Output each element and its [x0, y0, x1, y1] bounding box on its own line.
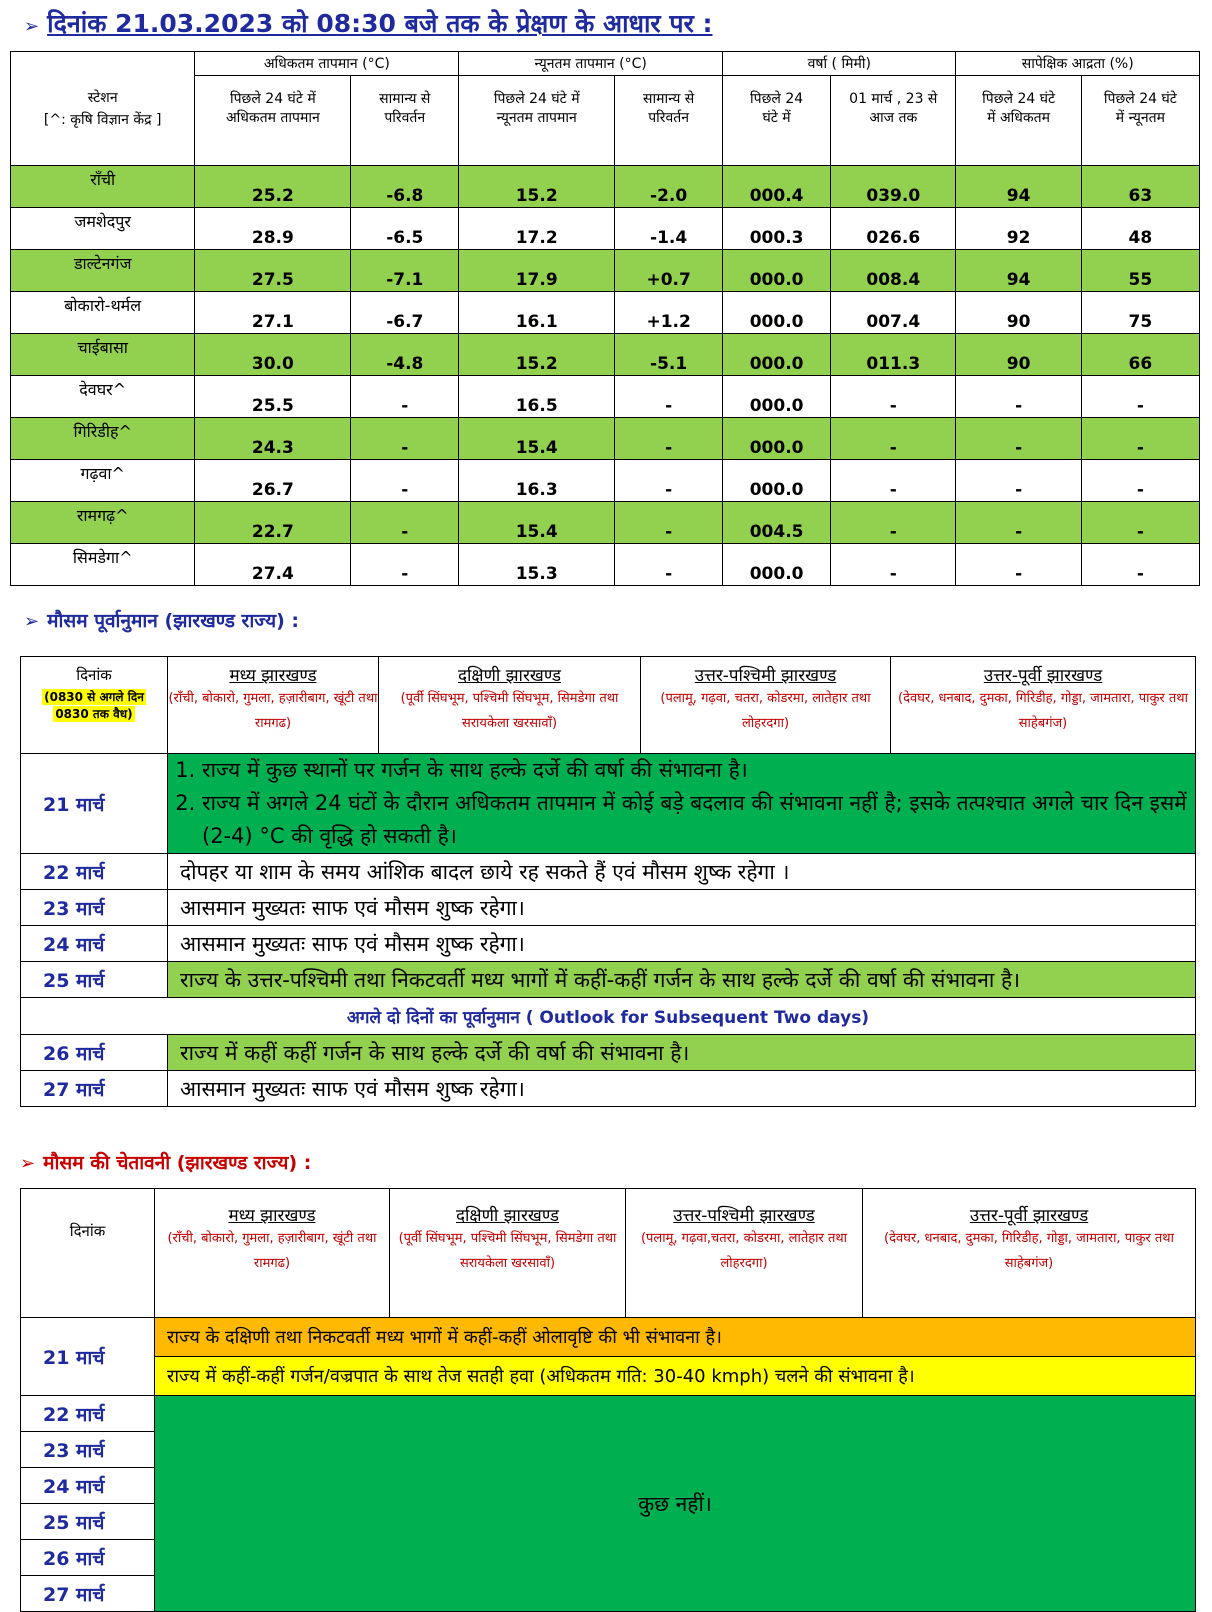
warning-date: 27 मार्च	[21, 1576, 155, 1612]
region-header-northwest: उत्तर-पश्चिमी झारखण्ड (पलामू, गढ़वा, चतरा, कोडरमा, लातेहार तथा लोहरदगा)	[641, 657, 891, 754]
arrow-right-icon: ➢	[24, 611, 40, 632]
station-name: गिरिडीह^	[11, 418, 195, 460]
station-name: सिमडेगा^	[11, 544, 195, 586]
table-cell: 000.0	[723, 376, 831, 418]
table-cell: -6.7	[351, 292, 459, 334]
table-cell: -	[956, 376, 1081, 418]
forecast-text: दोपहर या शाम के समय आंशिक बादल छाये रह सकते हैं एवं मौसम शुष्क रहेगा ।	[168, 854, 1196, 890]
station-name: देवघर^	[11, 376, 195, 418]
group-header: अधिकतम तापमान (°C)	[195, 52, 459, 76]
forecast-date: 26 मार्च	[21, 1035, 168, 1071]
table-cell: 15.2	[459, 334, 615, 376]
table-cell: 004.5	[723, 502, 831, 544]
table-cell: 94	[956, 166, 1081, 208]
table-cell: 15.4	[459, 418, 615, 460]
region-header-northwest: उत्तर-पश्चिमी झारखण्ड (पलामू, गढ़वा,चतरा, कोडरमा, लातेहार तथा लोहरदगा)	[626, 1189, 863, 1318]
forecast-point: 2. राज्य में अगले 24 घंटों के दौरान अधिकतम तापमान में कोई बड़े बदलाव की संभावना नहीं है; इसके तत्पश्चात अगले चार दिन इसमें (2-4) °C की वृद्धि हो सकती है।	[202, 787, 1195, 853]
table-row	[11, 250, 1200, 292]
table-cell: 011.3	[831, 334, 956, 376]
table-cell: 27.4	[195, 544, 351, 586]
table-row	[11, 166, 1200, 208]
warning-date: 22 मार्च	[21, 1396, 155, 1432]
table-cell: 008.4	[831, 250, 956, 292]
table-cell: 22.7	[195, 502, 351, 544]
table-cell: 55	[1081, 250, 1199, 292]
table-cell: -7.1	[351, 250, 459, 292]
table-cell: -	[956, 418, 1081, 460]
table-cell: -2.0	[615, 166, 723, 208]
table-cell: 039.0	[831, 166, 956, 208]
station-name: गढ़वा^	[11, 460, 195, 502]
table-cell: 026.6	[831, 208, 956, 250]
column-header: पिछले 24 घंटे में अधिकतम	[956, 76, 1081, 166]
forecast-title: ➢ मौसम पूर्वानुमान (झारखण्ड राज्य) :	[24, 610, 300, 632]
table-cell: -	[615, 502, 723, 544]
table-cell: -	[351, 544, 459, 586]
table-cell: -	[615, 418, 723, 460]
table-row	[11, 292, 1200, 334]
region-header-northeast: उत्तर-पूर्वी झारखण्ड (देवघर, धनबाद, दुमका, गिरिडीह, गोड्डा, जामतारा, पाकुर तथा साहेबगंज)	[863, 1189, 1196, 1318]
column-header: पिछले 24 घंटे में न्यूनतम	[1081, 76, 1199, 166]
table-cell: +1.2	[615, 292, 723, 334]
column-header: पिछले 24 घंटे में अधिकतम तापमान	[195, 76, 351, 166]
forecast-date: 22 मार्च	[21, 854, 168, 890]
table-cell: -	[831, 544, 956, 586]
table-cell: 000.4	[723, 166, 831, 208]
forecast-text: आसमान मुख्यतः साफ एवं मौसम शुष्क रहेगा।	[168, 1071, 1196, 1107]
table-cell: 48	[1081, 208, 1199, 250]
no-warning-text: कुछ नहीं।	[155, 1396, 1196, 1612]
table-cell: -	[831, 460, 956, 502]
table-cell: 94	[956, 250, 1081, 292]
validity-note: (0830 से अगले दिन	[44, 690, 144, 704]
forecast-date: 24 मार्च	[21, 926, 168, 962]
table-cell: -	[1081, 460, 1199, 502]
forecast-point: 1. राज्य में कुछ स्थानों पर गर्जन के साथ हल्के दर्जे की वर्षा की संभावना है।	[202, 754, 1195, 787]
table-cell: 15.2	[459, 166, 615, 208]
table-cell: 28.9	[195, 208, 351, 250]
table-cell: -1.4	[615, 208, 723, 250]
forecast-text	[168, 754, 1196, 854]
forecast-date: 25 मार्च	[21, 962, 168, 998]
station-name: रामगढ़^	[11, 502, 195, 544]
table-cell: 25.2	[195, 166, 351, 208]
table-cell: 16.5	[459, 376, 615, 418]
table-row	[11, 544, 1200, 586]
table-cell: 26.7	[195, 460, 351, 502]
table-row	[11, 208, 1200, 250]
observation-table	[10, 51, 1200, 586]
table-cell: 007.4	[831, 292, 956, 334]
station-header: स्टेशन [^: कृषि विज्ञान केंद्र ]	[11, 52, 195, 166]
table-cell: 000.0	[723, 418, 831, 460]
table-cell: 75	[1081, 292, 1199, 334]
table-cell: 15.3	[459, 544, 615, 586]
table-cell: 30.0	[195, 334, 351, 376]
table-cell: -4.8	[351, 334, 459, 376]
table-cell: 000.0	[723, 460, 831, 502]
table-cell: -	[351, 376, 459, 418]
table-cell: -	[956, 460, 1081, 502]
warning-date: 25 मार्च	[21, 1504, 155, 1540]
table-cell: -6.8	[351, 166, 459, 208]
table-row	[11, 460, 1200, 502]
table-cell: 66	[1081, 334, 1199, 376]
outlook-label: अगले दो दिनों का पूर्वानुमान ( Outlook for Subsequent Two days)	[21, 998, 1196, 1035]
table-row	[11, 502, 1200, 544]
table-cell: -	[1081, 418, 1199, 460]
table-cell: 16.1	[459, 292, 615, 334]
column-header: पिछले 24 घंटे में न्यूनतम तापमान	[459, 76, 615, 166]
forecast-date: 27 मार्च	[21, 1071, 168, 1107]
table-cell: -	[615, 376, 723, 418]
forecast-text: राज्य के उत्तर-पश्चिमी तथा निकटवर्ती मध्य भागों में कहीं-कहीं गर्जन के साथ हल्के दर्जे की वर्षा की संभावना है।	[168, 962, 1196, 998]
column-header: 01 मार्च , 23 से आज तक	[831, 76, 956, 166]
table-cell: -	[831, 376, 956, 418]
column-header: सामान्य से परिवर्तन	[615, 76, 723, 166]
region-header-south: दक्षिणी झारखण्ड (पूर्वी सिंघभूम, पश्चिमी सिंघभूम, सिमडेगा तथा सरायकेला खरसावाँ)	[379, 657, 641, 754]
station-name: बोकारो-थर्मल	[11, 292, 195, 334]
column-header: पिछले 24 घंटे में	[723, 76, 831, 166]
table-cell: 17.9	[459, 250, 615, 292]
table-cell: -	[351, 460, 459, 502]
table-cell: 90	[956, 334, 1081, 376]
forecast-text: आसमान मुख्यतः साफ एवं मौसम शुष्क रहेगा।	[168, 926, 1196, 962]
table-cell: 000.0	[723, 250, 831, 292]
table-row	[11, 376, 1200, 418]
station-name: जमशेदपुर	[11, 208, 195, 250]
column-header: सामान्य से परिवर्तन	[351, 76, 459, 166]
forecast-date: 21 मार्च	[21, 754, 168, 854]
table-cell: 27.5	[195, 250, 351, 292]
warning-title: ➢ मौसम की चेतावनी (झारखण्ड राज्य) :	[20, 1152, 312, 1174]
table-cell: 90	[956, 292, 1081, 334]
forecast-text: राज्य में कहीं कहीं गर्जन के साथ हल्के दर्जे की वर्षा की संभावना है।	[168, 1035, 1196, 1071]
validity-note: 0830 तक वैध)	[55, 707, 133, 721]
table-cell: -	[615, 544, 723, 586]
region-header-central: मध्य झारखण्ड (राँची, बोकारो, गुमला, हज़ारीबाग, खूंटी तथा रामगढ)	[155, 1189, 390, 1318]
table-cell: -	[1081, 376, 1199, 418]
table-cell: -	[831, 418, 956, 460]
table-cell: 27.1	[195, 292, 351, 334]
table-cell: -	[351, 502, 459, 544]
table-cell: -	[615, 460, 723, 502]
warning-table	[20, 1188, 1196, 1612]
forecast-table	[20, 656, 1196, 1107]
warning-date: 24 मार्च	[21, 1468, 155, 1504]
warning-date: 26 मार्च	[21, 1540, 155, 1576]
table-cell: -	[351, 418, 459, 460]
date-header: दिनांक (0830 से अगले दिन 0830 तक वैध)	[21, 657, 168, 754]
table-cell: -	[956, 502, 1081, 544]
table-cell: 16.3	[459, 460, 615, 502]
thunder-warning: राज्य में कहीं-कहीं गर्जन/वज्रपात के साथ तेज सतही हवा (अधिकतम गति: 30-40 kmph) चलने की संभावना है।	[155, 1357, 1196, 1396]
table-cell: -	[956, 544, 1081, 586]
table-cell: +0.7	[615, 250, 723, 292]
region-header-south: दक्षिणी झारखण्ड (पूर्वी सिंघभूम, पश्चिमी सिंघभूम, सिमडेगा तथा सरायकेला खरसावाँ)	[390, 1189, 626, 1318]
table-cell: 15.4	[459, 502, 615, 544]
table-cell: 000.0	[723, 292, 831, 334]
hail-warning: राज्य के दक्षिणी तथा निकटवर्ती मध्य भागों में कहीं-कहीं ओलावृष्टि की भी संभावना है।	[155, 1318, 1196, 1357]
region-header-northeast: उत्तर-पूर्वी झारखण्ड (देवघर, धनबाद, दुमका, गिरिडीह, गोड्डा, जामतारा, पाकुर तथा साहेबगंज)	[891, 657, 1196, 754]
warning-date: 21 मार्च	[21, 1318, 155, 1396]
table-cell: 24.3	[195, 418, 351, 460]
station-name: डाल्टेनगंज	[11, 250, 195, 292]
arrow-right-icon: ➢	[24, 16, 40, 37]
station-name: चाईबासा	[11, 334, 195, 376]
station-name: राँची	[11, 166, 195, 208]
table-cell: -6.5	[351, 208, 459, 250]
table-cell: 63	[1081, 166, 1199, 208]
table-cell: -5.1	[615, 334, 723, 376]
group-header: न्यूनतम तापमान (°C)	[459, 52, 723, 76]
group-header: सापेक्षिक आद्रता (%)	[956, 52, 1200, 76]
group-header: वर्षा ( मिमी)	[723, 52, 956, 76]
arrow-right-icon: ➢	[20, 1153, 36, 1174]
observation-title: ➢ दिनांक 21.03.2023 को 08:30 बजे तक के प्रेक्षण के आधार पर :	[24, 9, 713, 38]
forecast-text: आसमान मुख्यतः साफ एवं मौसम शुष्क रहेगा।	[168, 890, 1196, 926]
table-cell: 000.3	[723, 208, 831, 250]
table-cell: 25.5	[195, 376, 351, 418]
table-cell: -	[1081, 544, 1199, 586]
table-row	[11, 334, 1200, 376]
table-cell: 000.0	[723, 544, 831, 586]
table-cell: 000.0	[723, 334, 831, 376]
table-row	[11, 418, 1200, 460]
table-cell: 17.2	[459, 208, 615, 250]
table-cell: -	[1081, 502, 1199, 544]
region-header-central: मध्य झारखण्ड (राँची, बोकारो, गुमला, हज़ारीबाग, खूंटी तथा रामगढ)	[168, 657, 379, 754]
warning-date: 23 मार्च	[21, 1432, 155, 1468]
date-header: दिनांक	[21, 1189, 155, 1318]
table-cell: -	[831, 502, 956, 544]
forecast-date: 23 मार्च	[21, 890, 168, 926]
table-cell: 92	[956, 208, 1081, 250]
